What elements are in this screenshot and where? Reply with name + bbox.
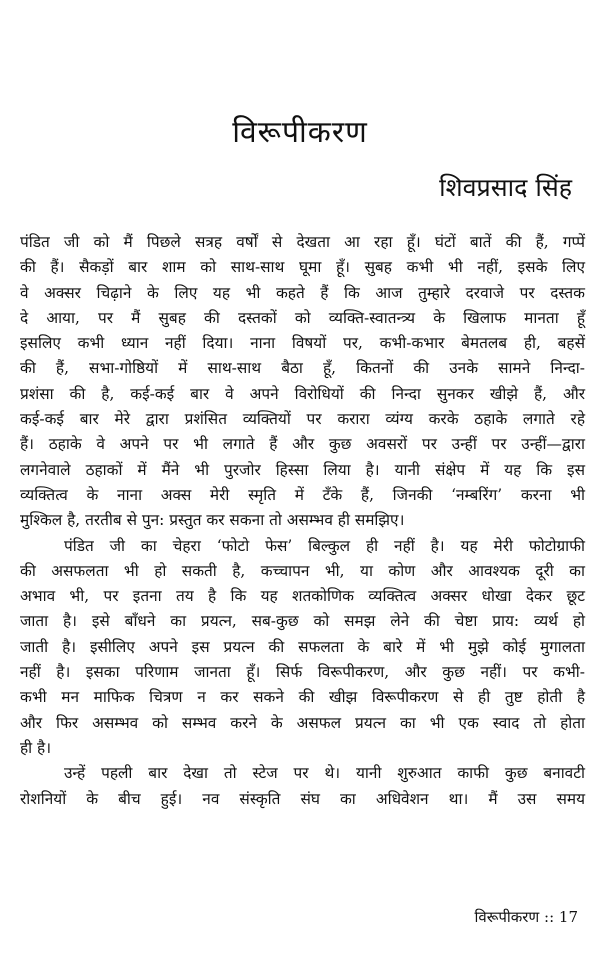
- text-line: उन्हें पहली बार देखा तो स्टेज पर थे। यानी शुरुआत काफी कुछ बनावटी: [64, 764, 585, 783]
- text-line: लगनेवाले ठहाकों में मैंने भी पुरजोर हिस्सा लिया है। यानी संक्षेप में यह कि इस: [20, 460, 585, 479]
- text-line: व्यक्तित्व के नाना अक्स मेरी स्मृति में टँके हैं, जिनकी ‘नम्बरिंग’ करना भी: [20, 485, 585, 504]
- text-line: रोशनियों के बीच हुई। नव संस्कृति संघ का अधिवेशन था। मैं उस समय: [20, 789, 585, 808]
- text-line: नहीं है। इसका परिणाम जानता हूँ। सिर्फ विरूपीकरण, और कुछ नहीं। पर कभी-: [20, 663, 585, 682]
- page-footer: विरूपीकरण :: 17: [474, 908, 578, 926]
- text-line: की हैं। सैकड़ों बार शाम को साथ-साथ घूमा हूँ। सुबह कभी भी नहीं, इसके लिए: [20, 258, 585, 277]
- text-line: हैं। ठहाके वे अपने पर भी लगाते हैं और कुछ अवसरों पर उन्हीं पर उन्हीं—द्वारा: [20, 435, 585, 454]
- chapter-title: विरूपीकरण: [232, 115, 368, 150]
- text-line: की असफलता भी हो सकती है, कच्चापन भी, या कोण और आवश्यक दूरी का: [20, 561, 585, 580]
- body-text: [20, 230, 585, 812]
- text-line: पंडित जी का चेहरा ‘फोटो फेस’ बिल्कुल ही नहीं है। यह मेरी फोटोग्राफी: [64, 536, 585, 555]
- author-name: शिवप्रसाद सिंह: [439, 173, 572, 202]
- text-line: दे आया, पर मैं सुबह की दस्तकों को व्यक्ति-स्वातन्त्र्य के खिलाफ मानता हूँ: [20, 308, 585, 327]
- text-line: कई-कई बार मेरे द्वारा प्रशंसित व्यक्तियों पर करारा व्यंग्य करके ठहाके लगाते रहे: [20, 410, 585, 429]
- text-line: पंडित जी को मैं पिछले सत्रह वर्षों से देखता आ रहा हूँ। घंटों बातें की हैं, गप्पें: [20, 233, 585, 251]
- text-line: और फिर असम्भव को सम्भव करने के असफल प्रयत्न का भी एक स्वाद तो होता: [20, 713, 585, 732]
- text-line: ही है।: [20, 738, 52, 757]
- text-line: कभी मन माफिक चित्रण न कर सकने की खीझ विरूपीकरण से ही तुष्ट होती है: [20, 688, 585, 707]
- text-line: जाता है। इसे बाँधने का प्रयत्न, सब-कुछ को समझ लेने की चेष्टा प्राय: व्यर्थ हो: [20, 612, 585, 631]
- text-line: की हैं, सभा-गोष्ठियों में साथ-साथ बैठा हूँ, कितनों की उनके सामने निन्दा-: [20, 359, 585, 378]
- text-line: इसलिए कभी ध्यान नहीं दिया। नाना विषयों पर, कभी-कभार बेमतलब ही, बहसें: [20, 334, 585, 353]
- text-line: अभाव भी, पर इतना तय है कि यह शतकोणिक व्यक्तित्व अक्सर धोखा देकर छूट: [20, 587, 585, 606]
- text-line: जाती है। इसीलिए अपने इस प्रयत्न की सफलता के बारे में भी मुझे कोई मुगालता: [20, 637, 585, 656]
- text-line: प्रशंसा की है, कई-कई बार वे अपने विरोधियों की निन्दा सुनकर खीझे हैं, और: [20, 384, 585, 403]
- text-line: मुश्किल है, तरतीब से पुन: प्रस्तुत कर सकना तो असम्भव ही समझिए।: [20, 511, 405, 530]
- text-line: वे अक्सर चिढ़ाने के लिए यह भी कहते हैं कि आज तुम्हारे दरवाजे पर दस्तक: [20, 283, 585, 302]
